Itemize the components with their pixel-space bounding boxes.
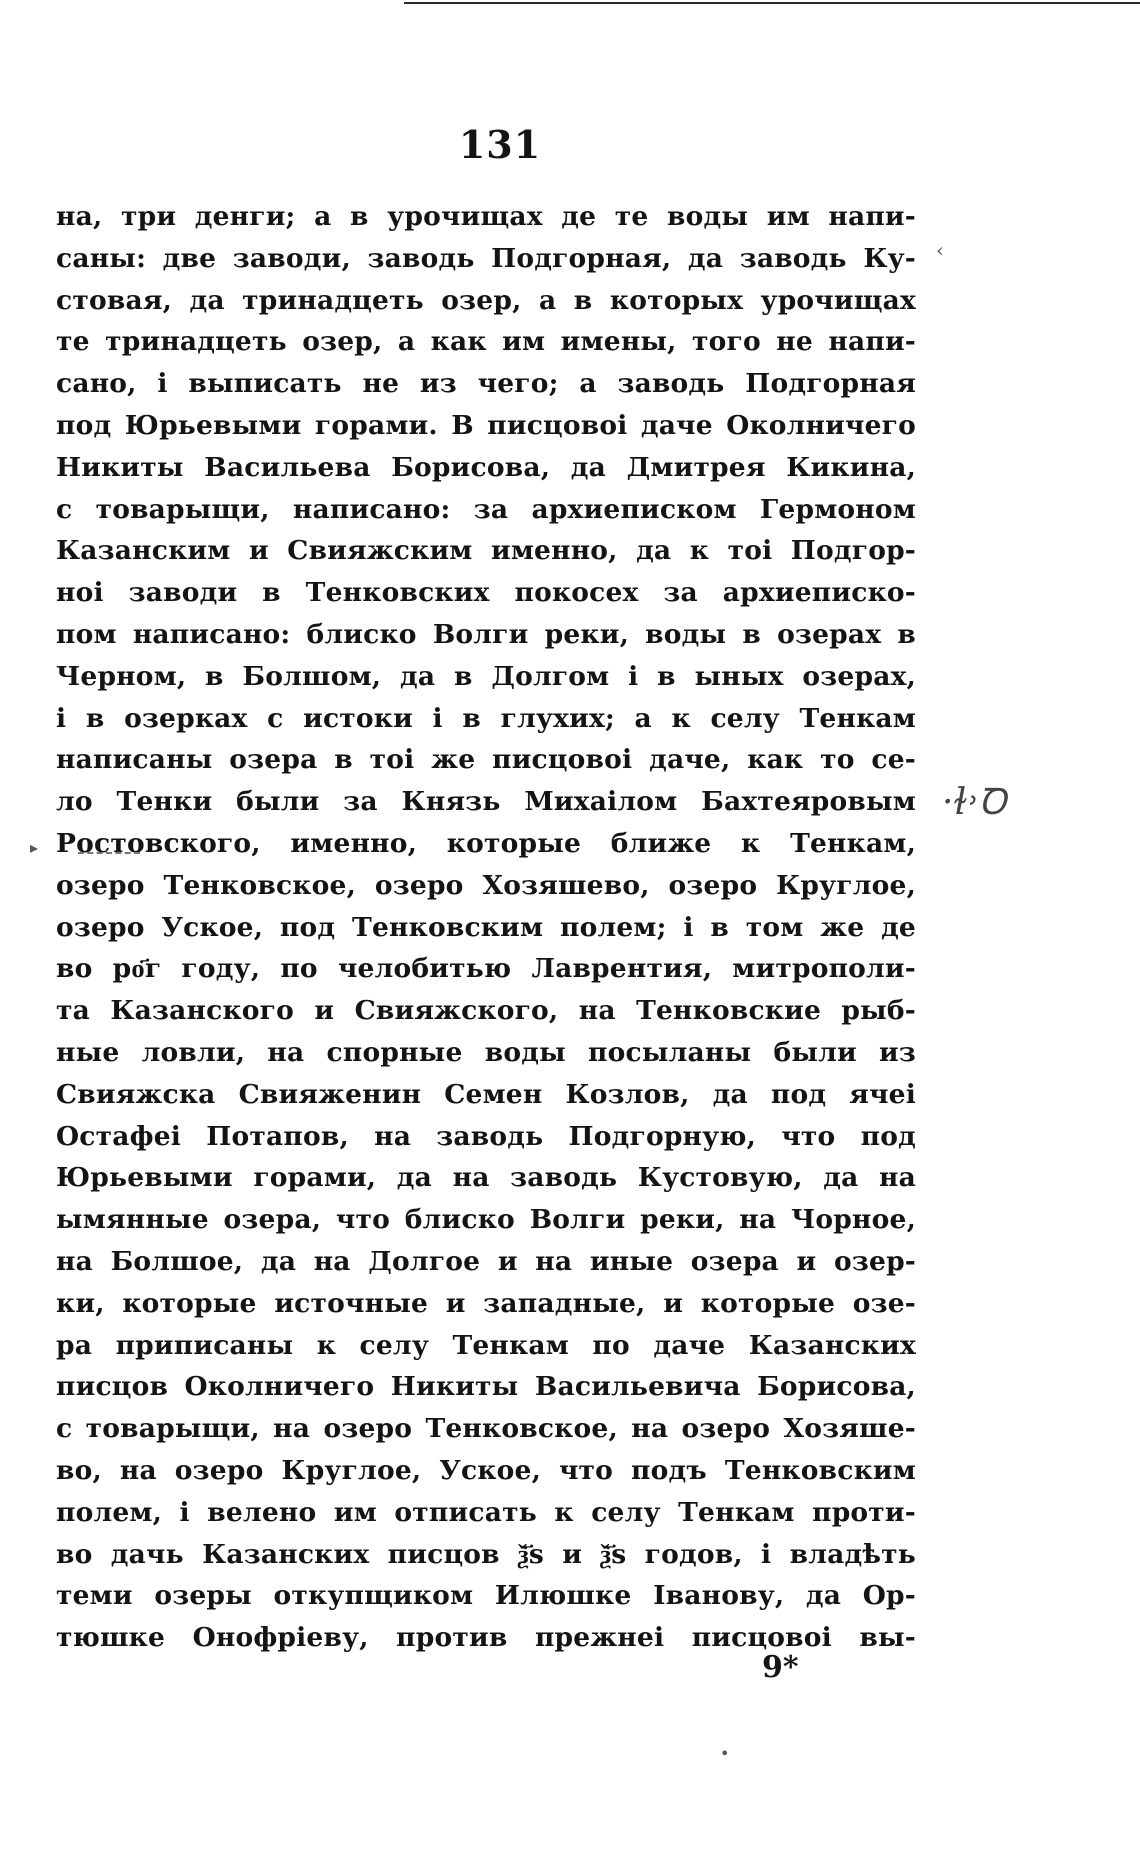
text-line: тюшке Онофріеву, против прежнеі писцовоі вы- xyxy=(56,1622,916,1654)
text-line: Юрьевыми горами, да на заводь Кустовую, да на xyxy=(56,1162,916,1194)
text-line: ло Тенки были за Князь Михаілом Бахтеяровым xyxy=(56,786,916,818)
text-line: озеро Уское, под Тенковским полем; і в том же де xyxy=(56,911,916,943)
text-line: і в озерках с истоки і в глухих; а к селу Тенкам xyxy=(56,702,916,734)
text-line: ымянные озера, что блиско Волги реки, на Чорное, xyxy=(56,1204,916,1236)
text-line: озеро Тенковское, озеро Хозяшево, озеро Круглое, xyxy=(56,869,916,901)
text-line: Казанским и Свияжским именно, да к тоі Подгор- xyxy=(56,535,916,567)
underline-dash-mark xyxy=(78,852,140,854)
text-line: на Болшое, да на Долгое и на иные озера и озер- xyxy=(56,1245,916,1277)
margin-dot-mark: • xyxy=(720,1744,730,1763)
top-rule xyxy=(404,2,1140,4)
text-line: стовая, да тринадцеть озер, а в которых урочищах xyxy=(56,284,916,316)
text-line: на, три денги; а в урочищах де те воды им напи- xyxy=(56,201,916,232)
text-line: Черном, в Болшом, да в Долгом і в ыных озерах, xyxy=(56,660,916,692)
text-line: писцов Околничего Никиты Васильевича Борисова, xyxy=(56,1371,916,1403)
text-line: ные ловли, на спорные воды посыланы были из xyxy=(56,1036,916,1068)
text-line: во, на озеро Круглое, Уское, что подъ Тенковским xyxy=(56,1454,916,1486)
margin-tick-mark: ‹ xyxy=(936,238,944,262)
text-line: Остафеі Потапов, на заводь Подгорную, что под xyxy=(56,1120,916,1152)
text-line: ноі заводи в Тенковских покосех за архиеписко- xyxy=(56,577,916,609)
margin-bullet-mark: ▸ xyxy=(30,838,39,857)
text-line: теми озеры откупщиком Илюшке Іванову, да Ор- xyxy=(56,1580,916,1612)
text-line: ки, которые источные и западные, и которые озе- xyxy=(56,1287,916,1319)
page-number: 131 xyxy=(458,122,542,167)
text-line: сано, і выписать не из чего; а заводь Подгорная xyxy=(56,368,916,400)
margin-handwritten-mark: ·ɫ˒Ꝺ xyxy=(942,782,1007,823)
text-block xyxy=(56,196,916,1659)
text-line: полем, і велено им отписать к селу Тенкам проти- xyxy=(56,1496,916,1528)
text-line: саны: две заводи, заводь Подгорная, да заводь Ку- xyxy=(56,242,916,274)
text-line: под Юрьевыми горами. В писцовоі даче Околничего xyxy=(56,409,916,441)
text-line: с товарыщи, на озеро Тенковское, на озеро Хозяше- xyxy=(56,1413,916,1445)
text-line: пом написано: блиско Волги реки, воды в озерах в xyxy=(56,618,916,650)
text-line: во дачь Казанских писцов ѯ҃ѕ и ѯ҃ѕ годов, і владѣть xyxy=(56,1538,916,1570)
text-line: та Казанского и Свияжского, на Тенковские рыб- xyxy=(56,995,916,1027)
text-line: во ро҃г году, по челобитью Лаврентия, митрополи- xyxy=(56,953,916,985)
text-line: с товарыщи, написано: за архиеписком Гермоном xyxy=(56,493,916,525)
signature-mark: 9* xyxy=(762,1650,799,1685)
text-line: ра приписаны к селу Тенкам по даче Казанских xyxy=(56,1329,916,1361)
text-line: Никиты Васильева Борисова, да Дмитрея Кикина, xyxy=(56,451,916,483)
text-line: Ростовского, именно, которые ближе к Тенкам, xyxy=(56,827,916,859)
text-line: Свияжска Свияженин Семен Козлов, да под ячеі xyxy=(56,1078,916,1110)
text-line: написаны озера в тоі же писцовоі даче, как то се- xyxy=(56,744,916,776)
text-line: те тринадцеть озер, а как им имены, того не напи- xyxy=(56,326,916,358)
